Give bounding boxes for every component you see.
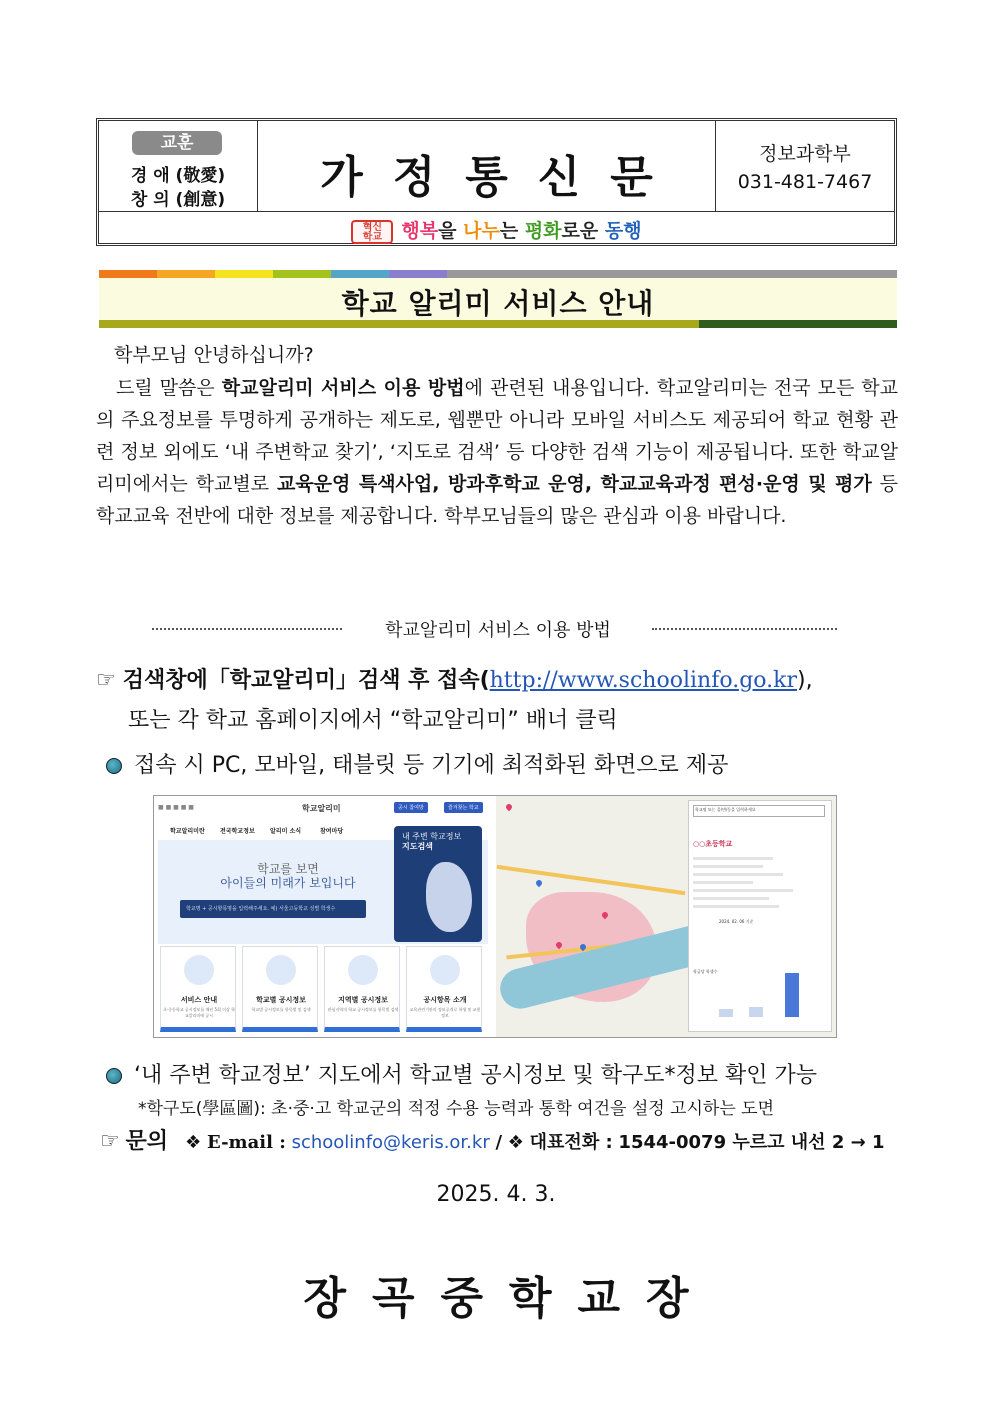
hero-line-2: 아이들의 미래가 보입니다 [220,876,356,890]
chart-bar [719,1009,733,1017]
slogan-word: 평화 [524,220,562,242]
service-icon [184,955,214,985]
dotted-rule-left [152,628,342,630]
access-instruction [96,663,813,694]
section-title-banner [99,278,897,320]
slogan-word: 행복 [401,220,439,242]
map-search-card[interactable]: 내 주변 학교정보 지도검색 [394,826,482,942]
para-text: 등 학교교육 전반에 대한 정보를 제공합니다. 학부모님들의 많은 관심과 이용 바랍니다. [96,473,899,527]
motto-line-1: 경 애 (敬愛) [130,166,226,186]
school-icon [266,955,296,985]
service-card[interactable]: 서비스 안내 초·중등학교 공시정보를 매년 5회 이상 학교알리미에 공시 [160,946,236,1032]
color-band-bottom [99,320,897,328]
department-phone: 031-481-7467 [737,171,873,193]
region-icon [348,955,378,985]
map-pin-icon[interactable] [535,879,543,887]
pointing-hand-icon: ☞ [100,1129,120,1154]
contact-label: 문의 [125,1129,168,1154]
map-panel [496,796,836,1037]
header-table [96,118,897,246]
document-date: 2025. 4. 3. [436,1182,556,1207]
email-label: E-mail : [207,1132,286,1153]
hero-line-1: 학교를 보면 [257,862,319,876]
pc-site-panel [154,796,494,1037]
info-row [693,905,779,908]
nav-item[interactable]: 전국학교정보 [220,828,255,835]
document-title: 가정통신문 [320,152,683,203]
phone-label: 대표전화 : [529,1132,613,1153]
slogan-word: 동행 [604,220,642,242]
selected-school-name: ○○초등학교 [693,840,733,848]
slogan [99,216,894,244]
slogan-word: 나누 [463,220,500,242]
dotted-rule-right [652,628,837,630]
color-band-top [99,270,897,278]
school-district-footnote: *학구도(學區圖): 초·중·고 학교군의 적정 수용 능력과 통학 여건을 설정 고시하는 도면 [138,1099,774,1119]
separator: / [495,1132,503,1153]
para-bold: 학교알리미 서비스 이용 방법 [221,377,465,399]
map-info-text: ‘내 주변 학교정보’ 지도에서 학교별 공시정보 및 학구도*정보 확인 가능 [134,1063,817,1088]
slogan-row [99,211,894,244]
method-heading: 학교알리미 서비스 이용 방법 [385,620,611,641]
diamond-icon: ❖ [185,1132,202,1153]
panel-date: 2024. 02. 06 기준 [719,919,754,924]
banner-instruction: 또는 각 학교 홈페이지에서 “학교알리미” 배너 클릭 [128,708,618,733]
contact-phone: 1544-0079 누르고 내선 2 → 1 [618,1132,885,1153]
access-text: 검색창에「학교알리미」검색 후 접속( [122,668,490,693]
nav-item[interactable]: 학교알리미란 [170,828,205,835]
document-icon [430,955,460,985]
info-row [693,865,763,868]
info-row [693,873,783,876]
title-cell [258,121,716,211]
slogan-word: 는 [499,220,525,242]
korea-map-icon [426,862,472,932]
bullet-icon [106,758,122,774]
device-note [106,748,728,779]
pointing-hand-icon: ☞ [96,668,116,693]
greeting: 학부모님 안녕하십니까? [114,344,314,366]
access-text-tail: ), [796,668,813,693]
favorite-school-button[interactable]: 즐겨찾는 학교 [444,802,483,813]
site-logo: 학교알리미 [302,804,341,813]
principal-signature: 장곡중학교장 [303,1273,715,1324]
map-info-note [106,1058,817,1089]
motto-badge: 교훈 [132,131,222,155]
chart-bar [785,973,799,1017]
info-row [693,897,769,900]
contact-email[interactable]: schoolinfo@keris.or.kr [291,1132,490,1153]
schoolinfo-link[interactable]: http://www.schoolinfo.go.kr [489,668,797,693]
top-utility: ■ ■ ■ ■ ■ [158,804,194,811]
para-bold: 교육운영 특색사업, 방과후학교 운영, 학교교육과정 편성·운영 및 평가 [276,473,872,495]
department-name: 정보과학부 [759,143,851,165]
panel-chart-label: 학급당 학생수 [693,969,718,974]
device-note-text: 접속 시 PC, 모바일, 태블릿 등 기기에 최적화된 화면으로 제공 [134,753,729,778]
map-pin-icon[interactable] [505,803,513,811]
schoolinfo-screenshot [153,795,837,1038]
department-cell [716,121,894,211]
service-card[interactable]: 지역별 공시정보 관심지역의 학교 공시정보를 항목별 검색 [324,946,400,1032]
section-title: 학교 알리미 서비스 안내 [341,287,655,320]
map-search-input[interactable]: 학교명 또는 읍/면/동을 입력하세요 [693,805,825,817]
intro-paragraph [96,372,898,532]
service-card[interactable]: 학교별 공시정보 학교별 공시정보를 항목별 및 검색 [242,946,318,1032]
diamond-icon: ❖ [507,1132,524,1153]
service-card[interactable]: 공시항목 소개 교육관련기관의 정보공개로 학생 및 교원 정보 [406,946,482,1032]
school-info-panel [688,800,832,1032]
nav-item[interactable]: 알리미 소식 [270,828,302,835]
motto-line-2: 창 의 (創意) [130,190,226,210]
info-row [693,881,753,884]
participation-button[interactable]: 공시 참여방 [394,802,428,813]
map-road [497,865,686,895]
info-row [693,889,793,892]
motto-cell [99,121,258,211]
innovation-school-stamp: 혁신 학교 [351,220,393,244]
site-search-input[interactable]: 학교명 + 공시항목명을 입력해주세요. 예) 서울고등학교 성별 학생수 [180,900,366,918]
bullet-icon [106,1068,122,1084]
contact-line [100,1124,885,1155]
slogan-word: 을 [438,220,464,242]
info-row [693,857,773,860]
para-text: 에 관련된 내용입니다. 학교알리미는 전국 모든 학교의 주요정보를 투명하게 공개하는 제도로, 웹뿐만 아니라 모바일 서비스도 제공되어 학교 현황 관련 정보 외에도 ‘내 주변학교 찾기’, ‘지도로 검색’ 등 다양한 검색 기능이 제공됩니다. 또한 학교알리미에서는 학교별로 [96,377,899,495]
chart-bar [749,1007,763,1017]
nav-item[interactable]: 참여마당 [320,828,344,835]
slogan-word: 로운 [561,220,605,242]
para-text: 드릴 말씀은 [116,377,222,399]
